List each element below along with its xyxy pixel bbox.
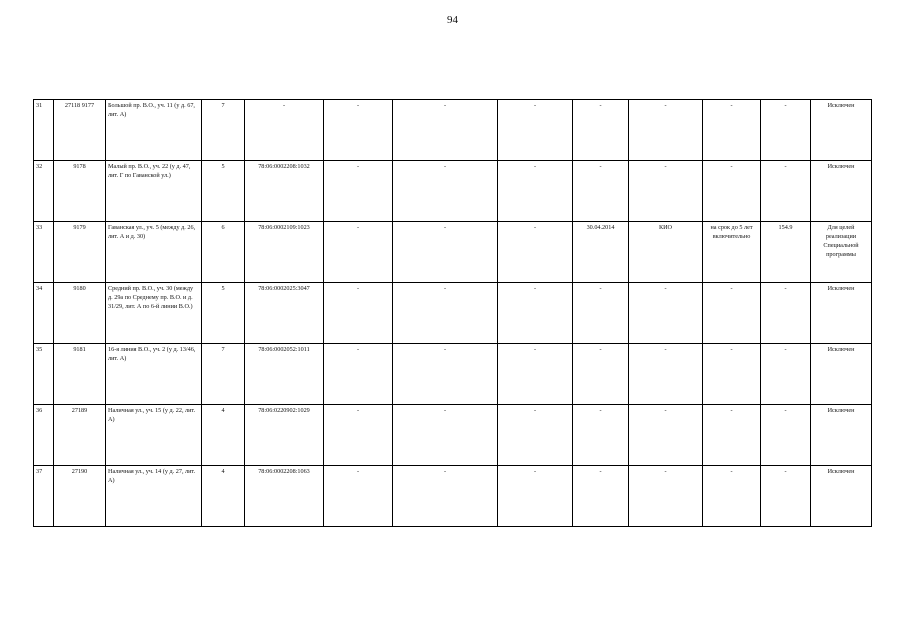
object-id: 27190 (54, 466, 106, 527)
cadastral-number: 78:06:0002109:1023 (245, 222, 324, 283)
table-row (34, 283, 872, 344)
address: Средний пр. В.О., уч. 30 (между д. 29а по Среднему пр. В.О. и д. 31/29, лит. А по 6-й линии В.О.) (106, 283, 202, 344)
term: - (703, 161, 761, 222)
object-id: 27118 9177 (54, 100, 106, 161)
registry-table (33, 99, 872, 527)
note: Исключен (811, 161, 872, 222)
cell: - (498, 222, 573, 283)
area: - (761, 466, 811, 527)
floors: 4 (202, 405, 245, 466)
cell: - (324, 344, 393, 405)
address: 16-я линия В.О., уч. 2 (у д. 13/46, лит. А) (106, 344, 202, 405)
cell: - (393, 161, 498, 222)
row-number: 33 (34, 222, 54, 283)
row-number: 35 (34, 344, 54, 405)
cell: - (324, 100, 393, 161)
address: Наличная ул., уч. 14 (у д. 27, лит. А) (106, 466, 202, 527)
organization: КИО (629, 222, 703, 283)
date: - (573, 344, 629, 405)
term: - (703, 466, 761, 527)
object-id: 9179 (54, 222, 106, 283)
cell: - (393, 466, 498, 527)
date: - (573, 283, 629, 344)
row-number: 37 (34, 466, 54, 527)
note: Исключен (811, 100, 872, 161)
cadastral-number: 78:06:0220902:1029 (245, 405, 324, 466)
cadastral-number: 78:06:0002208:1032 (245, 161, 324, 222)
cadastral-number: 78:06:0002052:1011 (245, 344, 324, 405)
date: - (573, 100, 629, 161)
date: - (573, 161, 629, 222)
floors: 5 (202, 161, 245, 222)
area: - (761, 100, 811, 161)
cell: - (498, 283, 573, 344)
cell: - (393, 344, 498, 405)
row-number: 32 (34, 161, 54, 222)
row-number: 31 (34, 100, 54, 161)
term: - (703, 100, 761, 161)
cell: - (498, 161, 573, 222)
cadastral-number: 78:06:0002025:3047 (245, 283, 324, 344)
date: - (573, 466, 629, 527)
table-row (34, 100, 872, 161)
table-row (34, 222, 872, 283)
object-id: 9181 (54, 344, 106, 405)
area: - (761, 405, 811, 466)
address: Гаванская ул., уч. 5 (между д. 26, лит. А и д. 30) (106, 222, 202, 283)
cell: - (324, 466, 393, 527)
organization: - (629, 283, 703, 344)
term: - (703, 344, 761, 405)
object-id: 9180 (54, 283, 106, 344)
area: - (761, 283, 811, 344)
cell: - (393, 222, 498, 283)
date: 30.04.2014 (573, 222, 629, 283)
cell: - (393, 100, 498, 161)
row-number: 36 (34, 405, 54, 466)
floors: 4 (202, 466, 245, 527)
cell: - (498, 405, 573, 466)
cell: - (324, 283, 393, 344)
table-row (34, 405, 872, 466)
area: - (761, 344, 811, 405)
note: Для целей реализации Специальной программы (811, 222, 872, 283)
row-number: 34 (34, 283, 54, 344)
floors: 7 (202, 344, 245, 405)
term: - (703, 405, 761, 466)
cell: - (324, 222, 393, 283)
cell: - (324, 161, 393, 222)
cadastral-number: - (245, 100, 324, 161)
area: 154.9 (761, 222, 811, 283)
note: Исключен (811, 405, 872, 466)
cell: - (498, 344, 573, 405)
table-row (34, 344, 872, 405)
cell: - (498, 100, 573, 161)
address: Большой пр. В.О., уч. 11 (у д. 67, лит. А) (106, 100, 202, 161)
organization: - (629, 405, 703, 466)
cell: - (324, 405, 393, 466)
table-row (34, 161, 872, 222)
cell: - (393, 405, 498, 466)
date: - (573, 405, 629, 466)
note: Исключен (811, 344, 872, 405)
cadastral-number: 78:06:0002208:1063 (245, 466, 324, 527)
object-id: 27189 (54, 405, 106, 466)
organization: - (629, 344, 703, 405)
organization: - (629, 100, 703, 161)
address: Малый пр. В.О., уч. 22 (у д. 47, лит. Г по Гаванской ул.) (106, 161, 202, 222)
floors: 5 (202, 283, 245, 344)
object-id: 9178 (54, 161, 106, 222)
table-row (34, 466, 872, 527)
area: - (761, 161, 811, 222)
cell: - (393, 283, 498, 344)
page-number: 94 (447, 14, 458, 26)
cell: - (498, 466, 573, 527)
note: Исключен (811, 283, 872, 344)
organization: - (629, 466, 703, 527)
term: на срок до 5 лет включительно (703, 222, 761, 283)
note: Исключен (811, 466, 872, 527)
address: Наличная ул., уч. 15 (у д. 22, лит. А) (106, 405, 202, 466)
term: - (703, 283, 761, 344)
organization: - (629, 161, 703, 222)
floors: 7 (202, 100, 245, 161)
floors: 6 (202, 222, 245, 283)
